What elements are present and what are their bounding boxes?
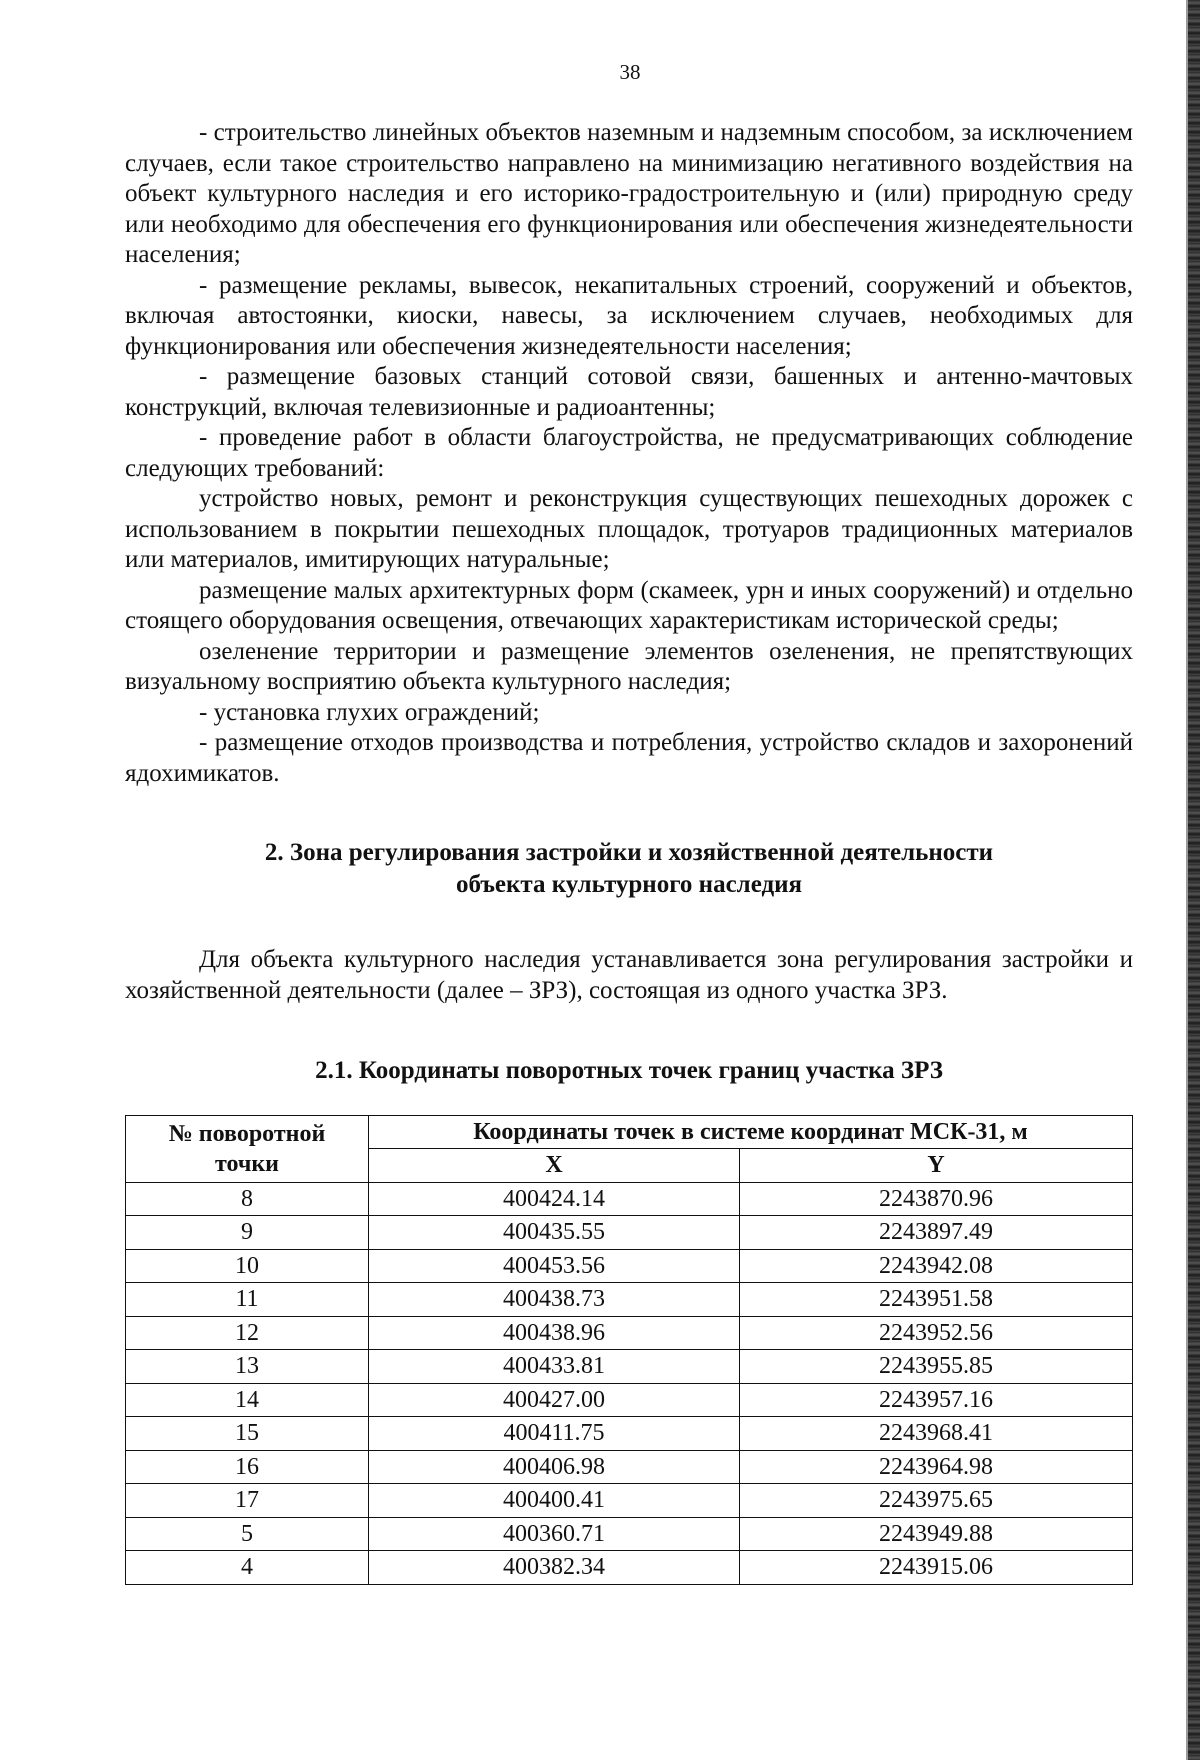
y-coordinate-cell: 2243952.56 bbox=[740, 1316, 1133, 1350]
table-row bbox=[126, 1484, 1133, 1518]
coordinates-header: Координаты точек в системе координат МСК-31, м bbox=[369, 1115, 1133, 1149]
y-coordinate-cell: 2243951.58 bbox=[740, 1283, 1133, 1317]
y-coordinate-cell: 2243968.41 bbox=[740, 1417, 1133, 1451]
table-row bbox=[126, 1216, 1133, 1250]
y-coordinate-cell: 2243942.08 bbox=[740, 1249, 1133, 1283]
point-number-cell: 17 bbox=[126, 1484, 369, 1518]
x-coordinate-cell: 400438.73 bbox=[369, 1283, 740, 1317]
y-coordinate-cell: 2243957.16 bbox=[740, 1383, 1133, 1417]
section-heading-line-1: 2. Зона регулирования застройки и хозяйственной деятельности bbox=[264, 839, 994, 866]
x-header: X bbox=[369, 1149, 740, 1183]
table-row bbox=[126, 1316, 1133, 1350]
table-row bbox=[126, 1182, 1133, 1216]
y-coordinate-cell: 2243949.88 bbox=[740, 1517, 1133, 1551]
y-coordinate-cell: 2243870.96 bbox=[740, 1182, 1133, 1216]
point-number-cell: 13 bbox=[126, 1350, 369, 1384]
table-row bbox=[126, 1551, 1133, 1585]
x-coordinate-cell: 400438.96 bbox=[369, 1316, 740, 1350]
x-coordinate-cell: 400400.41 bbox=[369, 1484, 740, 1518]
paragraph: - установка глухих ограждений; bbox=[199, 698, 540, 726]
section-heading-line-2: объекта культурного наследия bbox=[455, 871, 803, 898]
scan-edge bbox=[1188, 0, 1200, 1760]
x-coordinate-cell: 400433.81 bbox=[369, 1350, 740, 1384]
x-coordinate-cell: 400435.55 bbox=[369, 1216, 740, 1250]
point-number-cell: 4 bbox=[126, 1551, 369, 1585]
y-coordinate-cell: 2243964.98 bbox=[740, 1450, 1133, 1484]
table-row bbox=[126, 1350, 1133, 1384]
point-number-header-line-2: точки bbox=[214, 1150, 280, 1177]
document-body bbox=[125, 118, 1133, 1585]
point-number-header-line-1: № поворотной bbox=[168, 1120, 326, 1147]
paragraph: озеленение территории и размещение элементов озеленения, не препятствующих визуальному восприятию объекта культурного наследия; bbox=[125, 637, 1133, 695]
paragraph: - размещение отходов производства и потребления, устройство складов и захоронений ядохимикатов. bbox=[125, 729, 1133, 787]
intro-paragraph: Для объекта культурного наследия устанавливается зона регулирования застройки и хозяйственной деятельности (далее – ЗРЗ), состоящая из одного участка ЗРЗ. bbox=[125, 946, 1133, 1004]
x-coordinate-cell: 400382.34 bbox=[369, 1551, 740, 1585]
y-coordinate-cell: 2243955.85 bbox=[740, 1350, 1133, 1384]
table-row bbox=[126, 1249, 1133, 1283]
x-coordinate-cell: 400406.98 bbox=[369, 1450, 740, 1484]
point-number-cell: 9 bbox=[126, 1216, 369, 1250]
table-title: 2.1. Координаты поворотных точек границ участка ЗРЗ bbox=[315, 1057, 943, 1084]
point-number-cell: 8 bbox=[126, 1182, 369, 1216]
paragraph: - проведение работ в области благоустройства, не предусматривающих соблюдение следующих требований: bbox=[125, 424, 1133, 482]
point-number-cell: 15 bbox=[126, 1417, 369, 1451]
y-coordinate-cell: 2243915.06 bbox=[740, 1551, 1133, 1585]
paragraph: размещение малых архитектурных форм (скамеек, урн и иных сооружений) и отдельно стоящего оборудования освещения, отвечающих характеристикам исторической среды; bbox=[125, 576, 1133, 634]
y-coordinate-cell: 2243975.65 bbox=[740, 1484, 1133, 1518]
y-header: Y bbox=[740, 1149, 1133, 1183]
x-coordinate-cell: 400360.71 bbox=[369, 1517, 740, 1551]
x-coordinate-cell: 400427.00 bbox=[369, 1383, 740, 1417]
table-row bbox=[126, 1517, 1133, 1551]
point-number-cell: 14 bbox=[126, 1383, 369, 1417]
table-row bbox=[126, 1383, 1133, 1417]
y-coordinate-cell: 2243897.49 bbox=[740, 1216, 1133, 1250]
page-number: 38 bbox=[619, 60, 641, 84]
section-heading bbox=[125, 837, 1133, 901]
paragraph: устройство новых, ремонт и реконструкция существующих пешеходных дорожек с использованием в покрытии пешеходных площадок, тротуаров традиционных материалов или материалов, имитирующих натуральные; bbox=[125, 485, 1133, 573]
point-number-cell: 16 bbox=[126, 1450, 369, 1484]
point-number-header bbox=[126, 1115, 369, 1182]
point-number-cell: 12 bbox=[126, 1316, 369, 1350]
table-row bbox=[126, 1417, 1133, 1451]
table-row bbox=[126, 1283, 1133, 1317]
table-row bbox=[126, 1450, 1133, 1484]
x-coordinate-cell: 400424.14 bbox=[369, 1182, 740, 1216]
coordinates-table-body bbox=[126, 1182, 1133, 1584]
coordinates-table bbox=[125, 1115, 1133, 1585]
paragraph: - строительство линейных объектов наземным и надземным способом, за исключением случаев, если такое строительство направлено на минимизацию негативного воздействия на объект культурного наследия и его историко-градостроительную и (или) природную среду или необходимо для обеспечения его функционирования или обеспечения жизнедеятельности населения; bbox=[125, 119, 1133, 268]
point-number-cell: 5 bbox=[126, 1517, 369, 1551]
x-coordinate-cell: 400411.75 bbox=[369, 1417, 740, 1451]
point-number-cell: 11 bbox=[126, 1283, 369, 1317]
x-coordinate-cell: 400453.56 bbox=[369, 1249, 740, 1283]
paragraph: - размещение рекламы, вывесок, некапитальных строений, сооружений и объектов, включая автостоянки, киоски, навесы, за исключением случаев, необходимых для функционирования или обеспечения жизнедеятельности населения; bbox=[125, 271, 1133, 360]
paragraph: - размещение базовых станций сотовой связи, башенных и антенно-мачтовых конструкций, включая телевизионные и радиоантенны; bbox=[125, 363, 1133, 421]
point-number-cell: 10 bbox=[126, 1249, 369, 1283]
